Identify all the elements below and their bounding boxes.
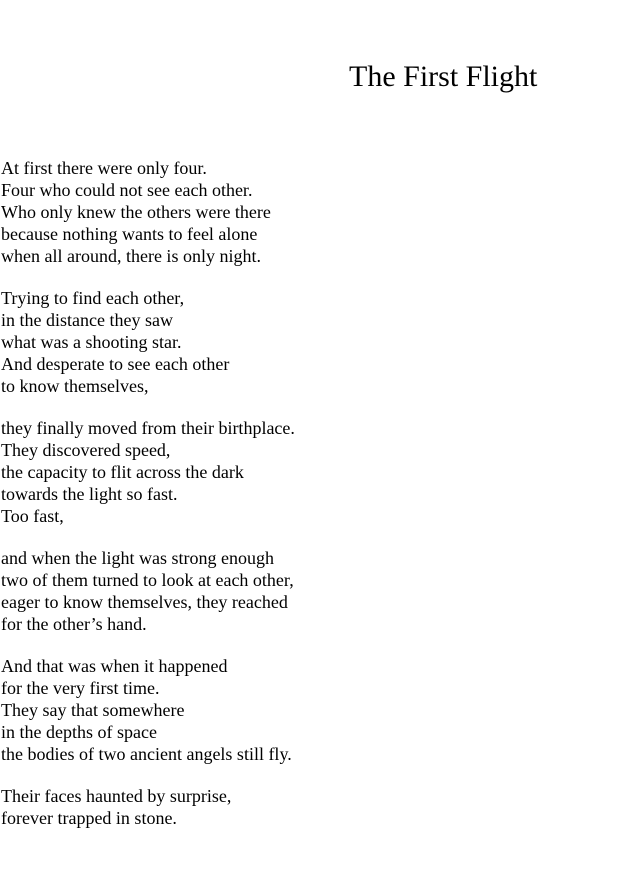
poem-title: The First Flight [349,60,538,93]
poem-line: for the very first time. [1,678,160,698]
stanza-6 [1,785,621,829]
poem-line: forever trapped in stone. [1,808,177,828]
poem-line: for the other’s hand. [1,614,147,634]
poem-line: At first there were only four. [1,158,207,178]
poem-line: Four who could not see each other. [1,180,253,200]
poem-line: and when the light was strong enough [1,548,274,568]
stanza-3 [1,417,621,527]
poem-line: Their faces haunted by surprise, [1,786,232,806]
poem-line: when all around, there is only night. [1,246,261,266]
poem-line: Who only knew the others were there [1,202,271,222]
poem-line: to know themselves, [1,376,149,396]
poem-line: two of them turned to look at each other, [1,570,294,590]
stanza-5 [1,655,621,765]
poem-line: And desperate to see each other [1,354,230,374]
poem-line: They say that somewhere [1,700,185,720]
poem-line: the bodies of two ancient angels still fly. [1,744,292,764]
poem-line: because nothing wants to feel alone [1,224,258,244]
poem-line: eager to know themselves, they reached [1,592,288,612]
poem-line: towards the light so fast. [1,484,178,504]
poem-line: They discovered speed, [1,440,171,460]
poem-line: the capacity to flit across the dark [1,462,244,482]
poem-line: Too fast, [1,506,64,526]
poem-body [1,157,621,849]
poem-line: what was a shooting star. [1,332,182,352]
poem-line: in the distance they saw [1,310,173,330]
stanza-2 [1,287,621,397]
poem-line: in the depths of space [1,722,157,742]
poem-line: they finally moved from their birthplace. [1,418,295,438]
stanza-1 [1,157,621,267]
stanza-4 [1,547,621,635]
poem-line: Trying to find each other, [1,288,185,308]
poem-line: And that was when it happened [1,656,228,676]
